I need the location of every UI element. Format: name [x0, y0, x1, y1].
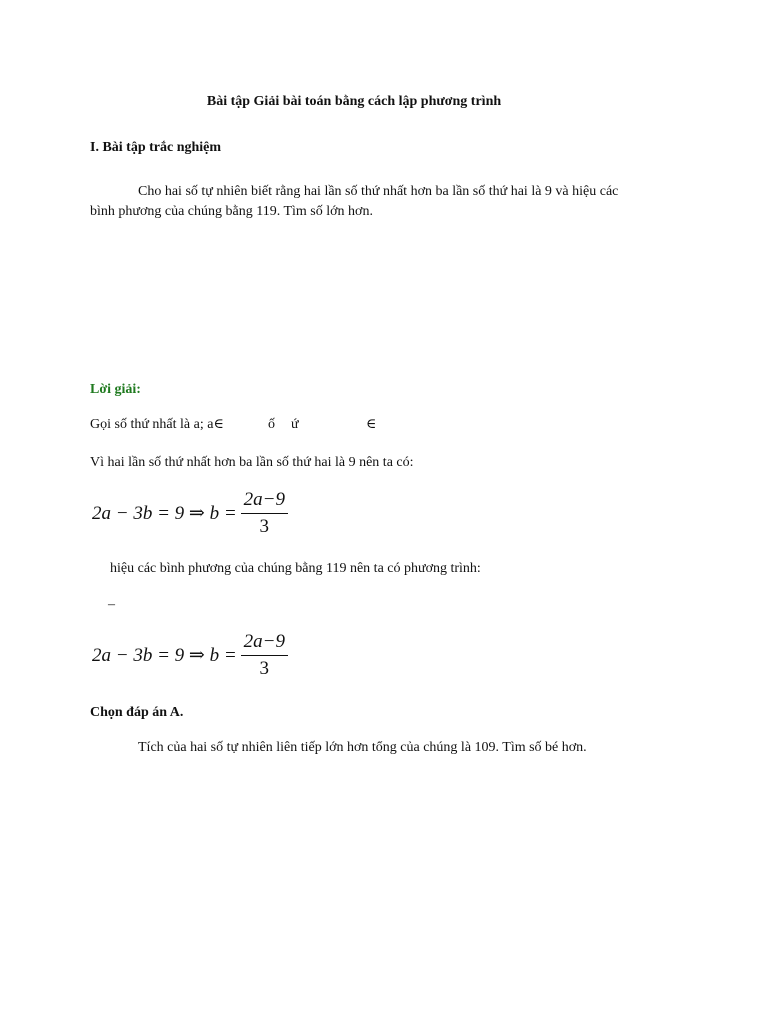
solution-line2: Vì hai lần số thứ nhất hơn ba lần số thứ hai là 9 nên ta có: — [90, 455, 414, 470]
solution-line1-fragment-1: ố — [268, 417, 275, 432]
page-title: Bài tập Giải bài toán bằng cách lập phương trình — [206, 94, 502, 109]
equation-1-lhs: 2a − 3b = 9 ⇒ b = — [92, 503, 237, 524]
equation-2-numerator: 2a−9 — [241, 631, 288, 656]
problem1-line1: Cho hai số tự nhiên biết rằng hai lần số thứ nhất hơn ba lần số thứ hai là 9 và hiệu các — [138, 184, 619, 199]
problem1-line2: bình phương của chúng bằng 119. Tìm số lớn hơn. — [90, 204, 373, 219]
solution-line1-text: Gọi số thứ nhất là a; a — [90, 417, 214, 432]
dash-mark: – — [108, 597, 115, 612]
answer-line: Chọn đáp án A. — [90, 705, 184, 720]
equation-2-denominator: 3 — [259, 658, 270, 679]
section-heading: I. Bài tập trắc nghiệm — [90, 140, 222, 155]
equation-1 — [92, 489, 288, 538]
equation-2-fraction — [241, 631, 288, 680]
solution-line1-fragment-2: ứ — [291, 417, 299, 432]
solution-line3: hiệu các bình phương của chúng bằng 119 nên ta có phương trình: — [110, 561, 481, 576]
equation-1-fraction — [241, 489, 288, 538]
element-of-symbol: ∈ — [213, 417, 224, 432]
element-of-symbol-2: ∈ — [366, 417, 377, 432]
problem2: Tích của hai số tự nhiên liên tiếp lớn hơn tổng của chúng là 109. Tìm số bé hơn. — [138, 740, 587, 755]
equation-2 — [92, 631, 288, 680]
solution-label: Lời giải: — [90, 382, 141, 397]
equation-1-denominator: 3 — [259, 516, 270, 537]
equation-2-lhs: 2a − 3b = 9 ⇒ b = — [92, 645, 237, 666]
equation-1-numerator: 2a−9 — [241, 489, 288, 514]
solution-line1 — [90, 416, 224, 434]
